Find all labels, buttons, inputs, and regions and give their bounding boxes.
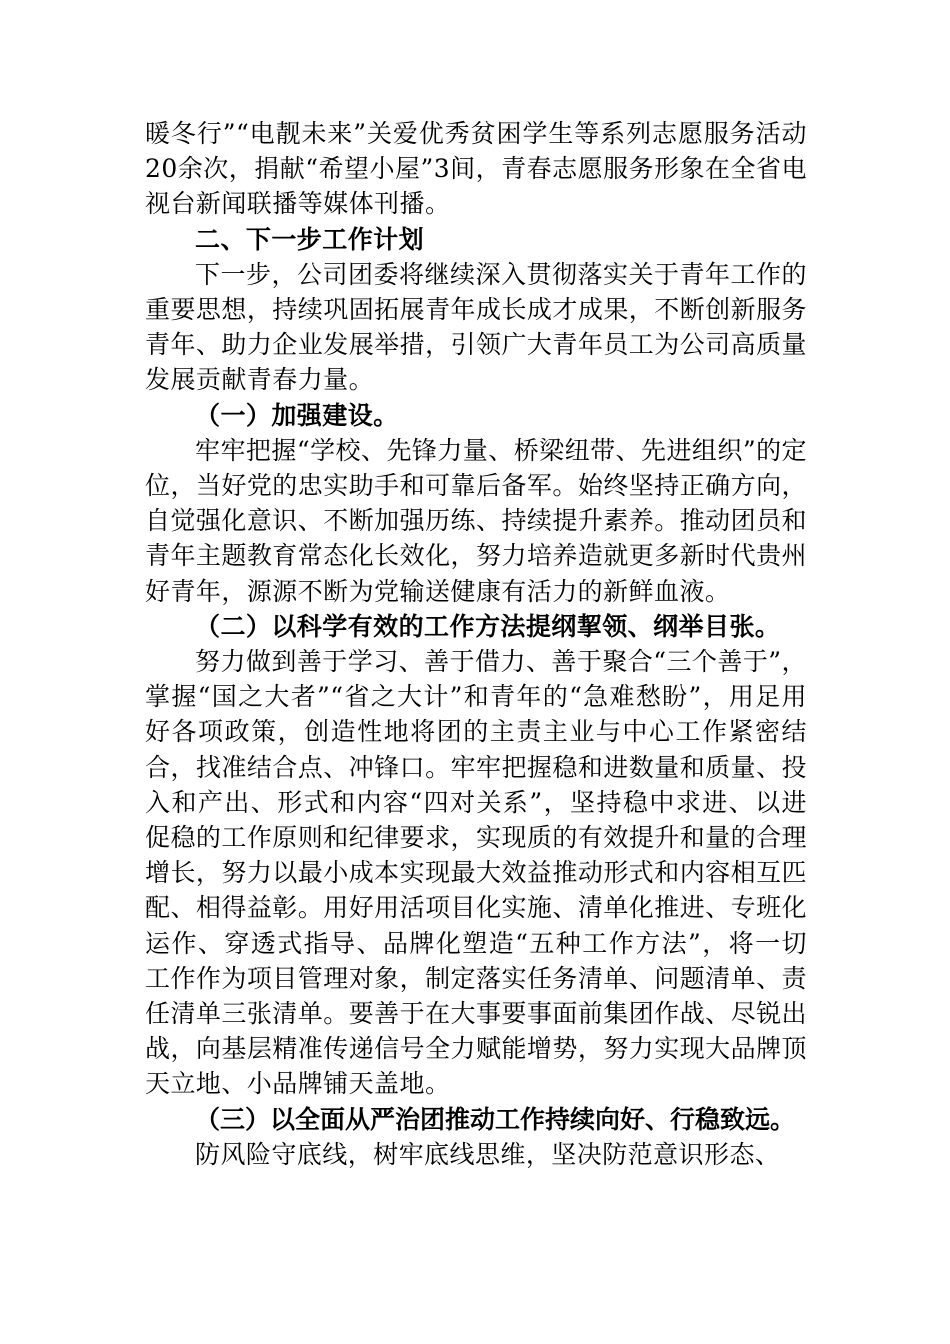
section-heading-next-plan: 二、下一步工作计划	[195, 224, 425, 254]
paragraph-plan-intro: 下一步，公司团委将继续深入贯彻落实关于青年工作的重要思想，持续巩固拓展青年成长成才成果，不断创新服务青年、助力企业发展举措，引领广大青年员工为公司高质量发展贡献青春力量。	[145, 259, 807, 395]
subheading-three: （三）以全面从严治团推动工作持续向好、行稳致远。	[195, 1104, 796, 1134]
paragraph-one: 牢牢把握“学校、先锋力量、桥梁纽带、先进组织”的定位，当好党的忠实助手和可靠后备军。始终坚持正确方向，自觉强化意识、不断加强历练、持续提升素养。推动团员和青年主题教育常态化长效化，努力培养造就更多新时代贵州好青年，源源不断为党输送健康有活力的新鲜血液。	[145, 435, 807, 606]
paragraph-two: 努力做到善于学习、善于借力、善于聚合“三个善于”，掌握“国之大者”“省之大计”和青年的“急难愁盼”，用足用好各项政策，创造性地将团的主责主业与中心工作紧密结合，找准结合点、冲锋口。牢牢把握稳和进数量和质量、投入和产出、形式和内容“四对关系”，坚持稳中求进、以进促稳的工作原则和纪律要求，实现质的有效提升和量的合理增长，努力以最小成本实现最大效益推动形式和内容相互匹配、相得益彰。用好用活项目化实施、清单化推进、专班化运作、穿透式指导、品牌化塑造“五种工作方法”，将一切工作作为项目管理对象，制定落实任务清单、问题清单、责任清单三张清单。要善于在大事要事面前集团作战、尽锐出战，向基层精准传递信号全力赋能增势，努力实现大品牌顶天立地、小品牌铺天盖地。	[145, 647, 807, 1099]
subheading-two: （二）以科学有效的工作方法提纲挈领、纲举目张。	[195, 611, 781, 641]
document-body	[145, 116, 807, 1172]
subheading-one: （一）加强建设。	[195, 400, 399, 430]
paragraph-three: 防风险守底线，树牢底线思维，坚决防范意识形态、	[195, 1139, 781, 1169]
paragraph-continued: 暖冬行”“电靓未来”关爱优秀贫困学生等系列志愿服务活动20余次，捐献“希望小屋”3间，青春志愿服务形象在全省电视台新闻联播等媒体刊播。	[145, 119, 807, 219]
